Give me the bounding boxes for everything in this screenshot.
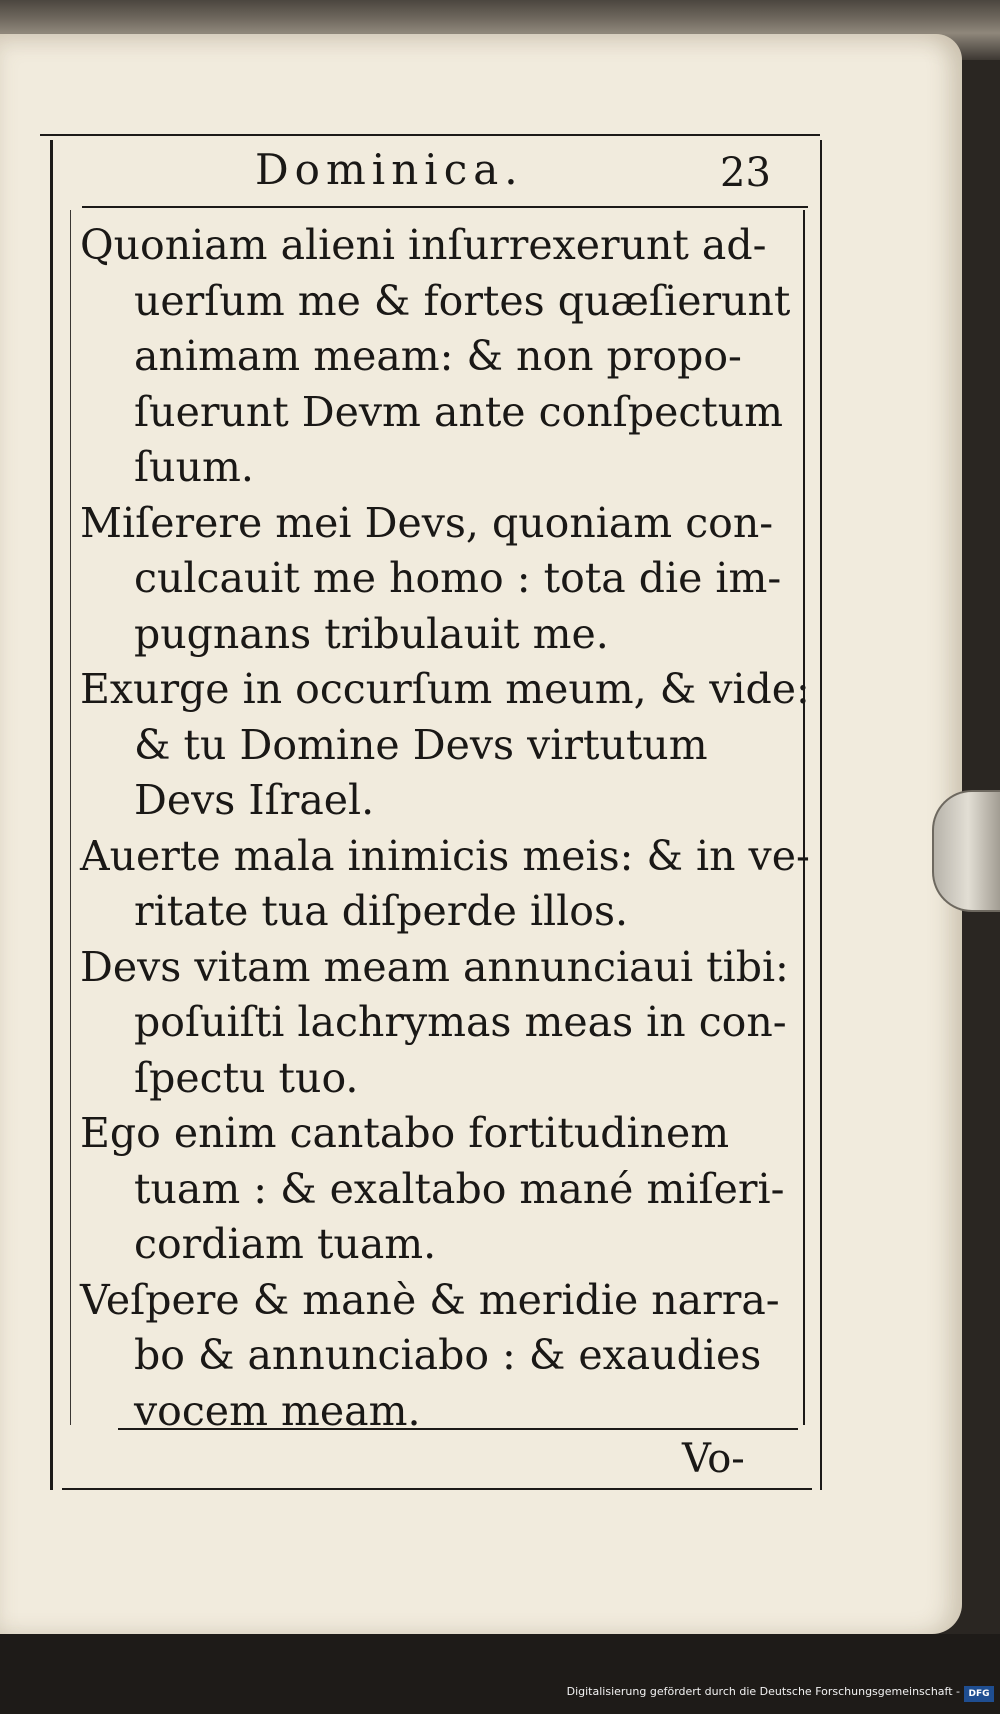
text-line: tuam : & exaltabo mané miſeri- [134,1164,785,1213]
text-line: vocem meam. [134,1386,421,1435]
digitization-credit: Digitalisierung gefördert durch die Deutsche Forschungsgemeinschaft - [566,1685,960,1698]
text-line: uerſum me & fortes quæſierunt [134,276,791,325]
text-line: Devs vitam meam annunciaui tibi: [80,942,789,991]
bookmark-clip [932,790,1000,912]
catchword: Vo- [682,1436,745,1482]
text-line: ſpectu tuo. [134,1053,359,1102]
header-rule [82,206,808,208]
dfg-logo: DFG [964,1686,994,1702]
text-line: pugnans tribulauit me. [134,609,609,658]
text-line: Miſerere mei Devs, quoniam con- [80,498,774,547]
text-line: ſuum. [134,443,254,491]
text-bottom-rule [118,1428,798,1430]
text-line: poſuiſti lachrymas meas in con- [134,998,787,1046]
inner-left-rule [70,210,71,1425]
frame-base-rule [62,1488,812,1490]
text-line: ſuerunt Devm ante conſpectum [134,387,784,436]
text-line: Exurge in occurſum meum, & vide: [80,665,810,713]
page-number: 23 [720,150,771,196]
text-line: ritate tua diſperde illos. [134,887,629,935]
text-line: & tu Domine Devs virtutum [134,720,708,769]
text-line: cordiam tuam. [134,1220,437,1268]
frame-top-rule [40,134,820,136]
inner-right-rule [803,210,805,1425]
text-line: Ego enim cantabo fortitudinem [80,1109,730,1157]
text-line: bo & annunciabo : & exaudies [134,1331,762,1379]
text-line: Auerte mala inimicis meis: & in ve- [80,831,810,880]
text-line: Quoniam alieni inſurrexerunt ad- [80,221,767,269]
text-line: Devs Iſrael. [134,776,375,824]
text-line: animam meam: & non propo- [134,332,742,380]
running-head: Dominica. [255,145,524,194]
text-line: Veſpere & manè & meridie narra- [80,1275,780,1324]
text-line: culcauit me homo : tota die im- [134,554,782,602]
psalm-text [80,218,810,1439]
footer-bar [0,1634,1000,1714]
